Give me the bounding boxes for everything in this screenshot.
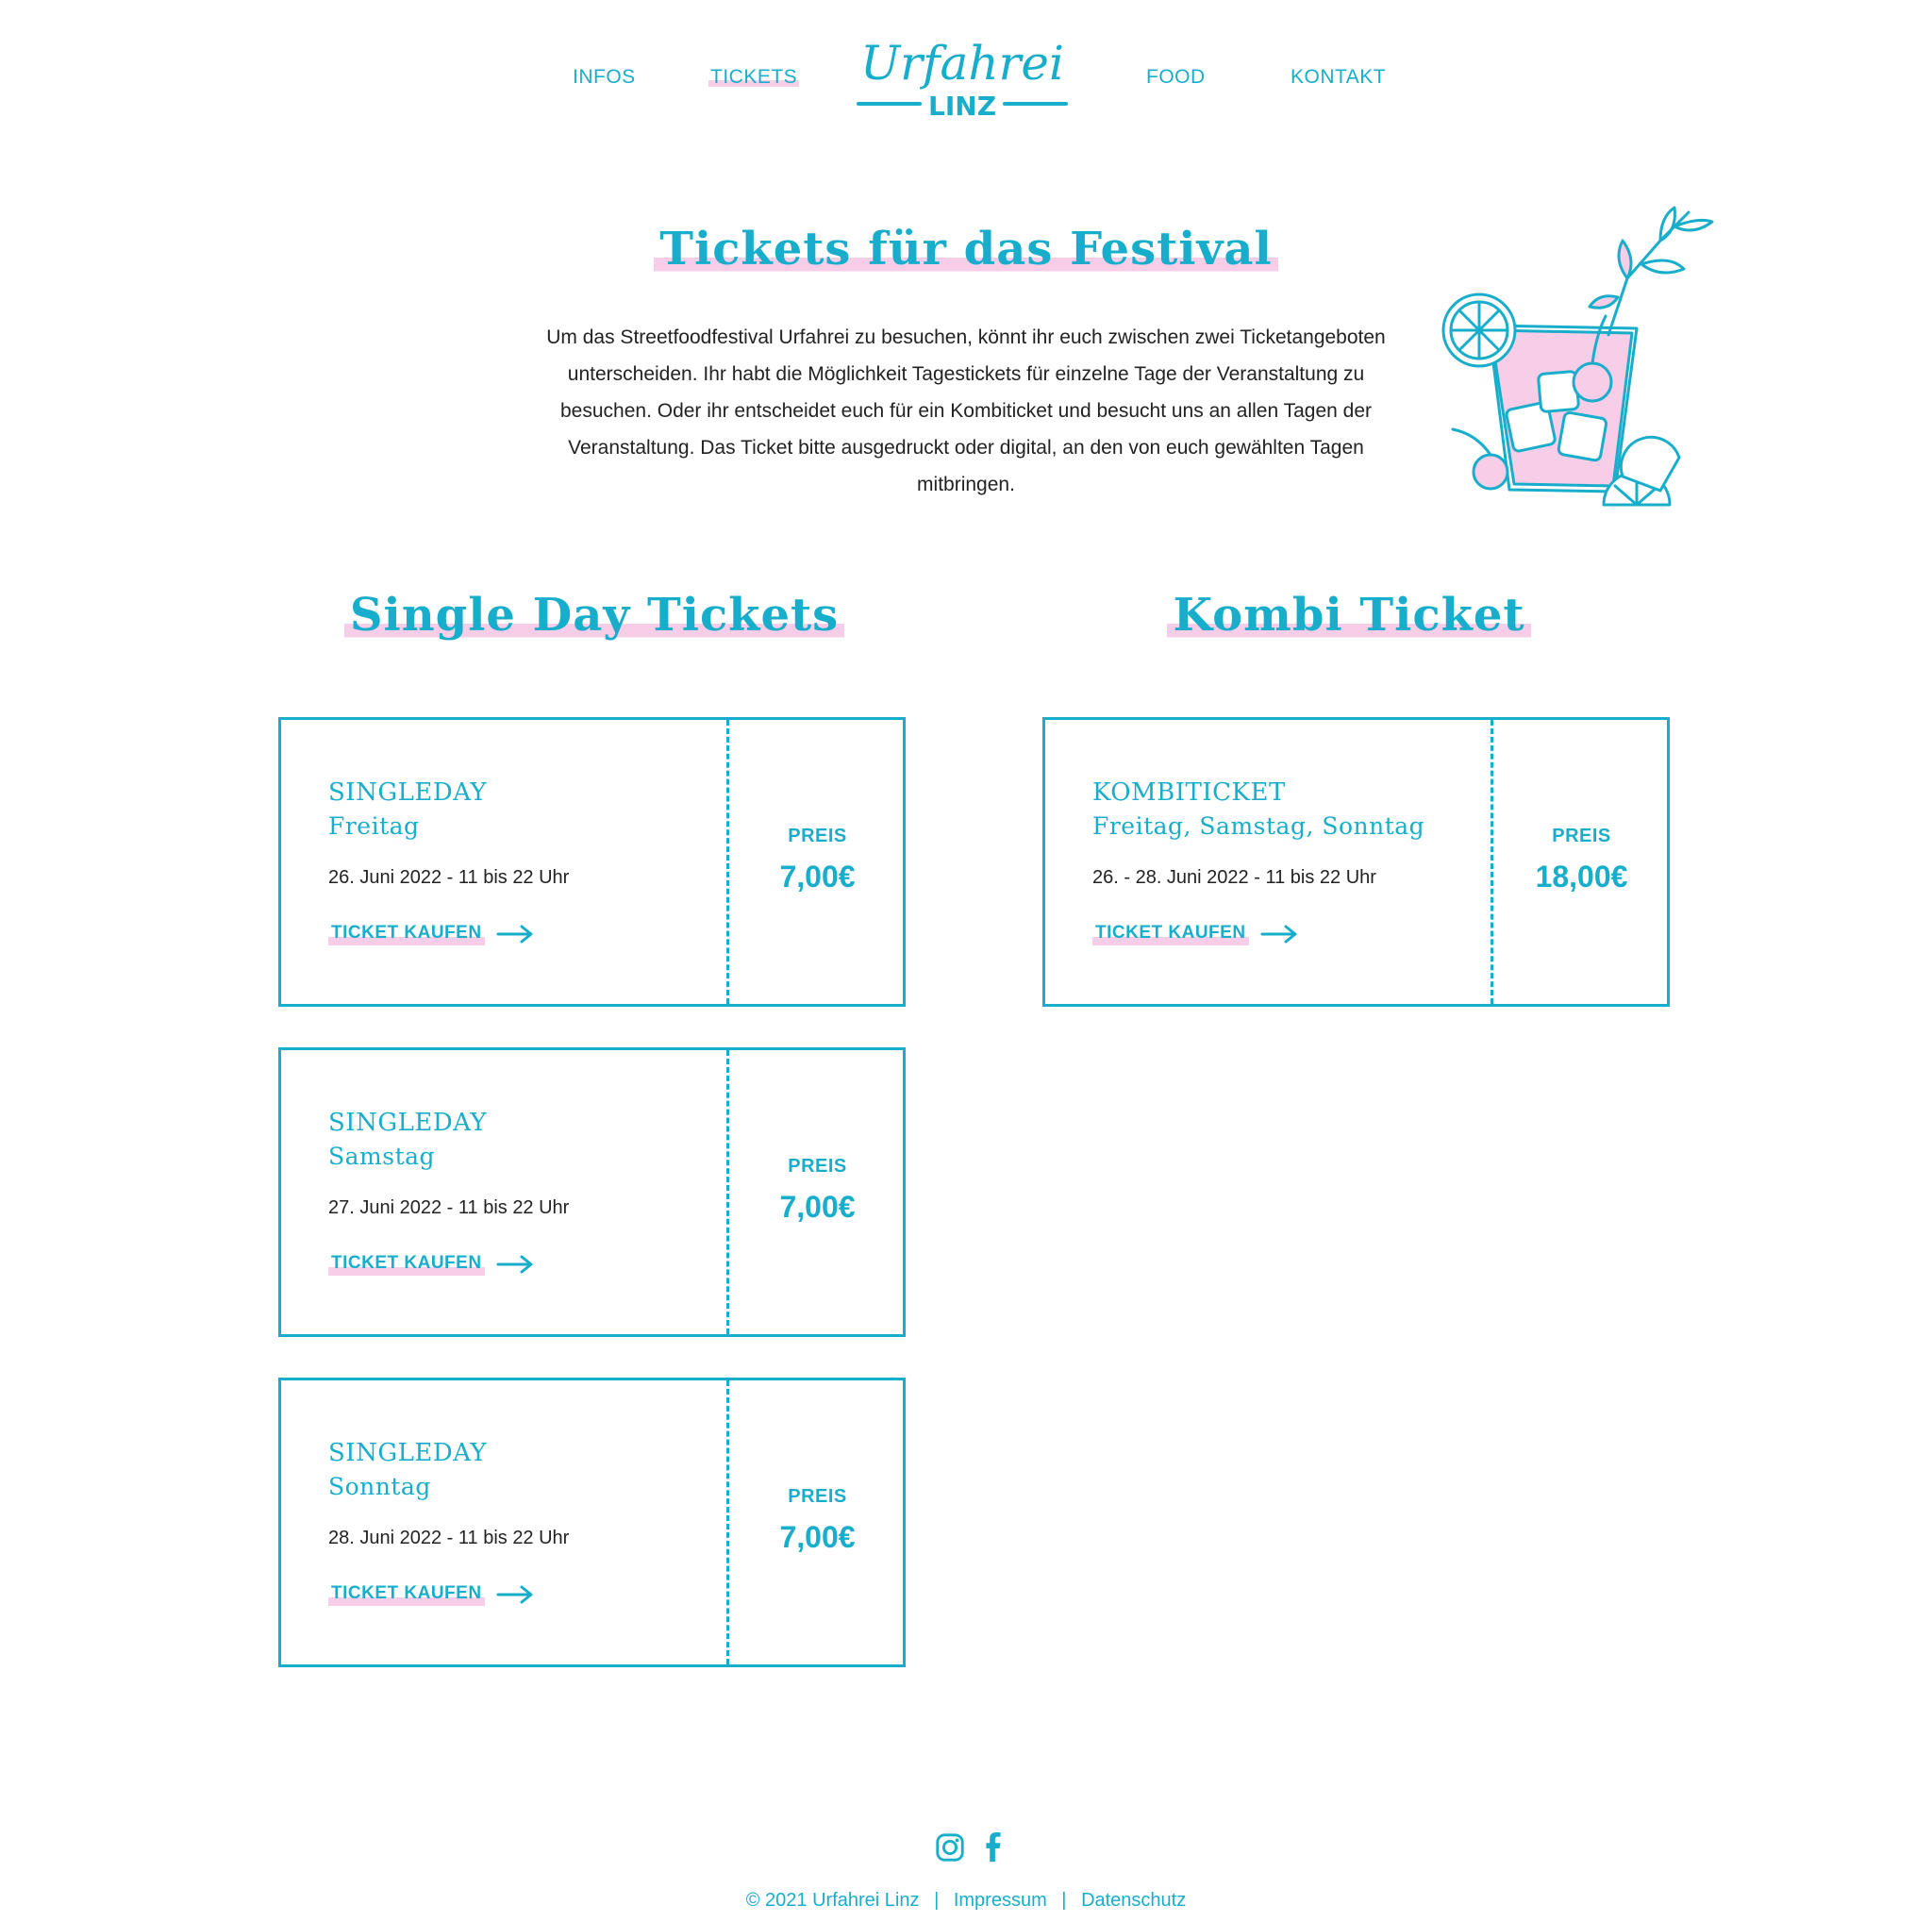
kombi-ticket-title-text: Kombi Ticket: [1167, 589, 1530, 642]
intro-text: Um das Streetfoodfestival Urfahrei zu besuchen, könnt ihr euch zwischen zwei Ticketangeboten unterscheiden. Ihr habt die Möglichkeit Tagestickets für einzelne Tage der Veranstaltung zu besuchen. Oder ihr entscheidet euch für ein Kombiticket und besucht uns an allen Tagen der Veranstaltung. Das Ticket bitte ausgedruckt oder digital, an den von euch gewählten Tagen mitbringen.: [546, 326, 1386, 495]
logo-subtext: LINZ: [928, 91, 996, 121]
ticket-date: 28. Juni 2022 - 11 bis 22 Uhr: [328, 1528, 570, 1548]
ticket-price-box: [729, 1050, 906, 1334]
ticket-card-sonntag: [278, 1378, 906, 1667]
ticket-price: 7,00€: [779, 1190, 856, 1224]
facebook-icon[interactable]: [977, 1830, 1009, 1864]
instagram-icon[interactable]: [934, 1830, 966, 1864]
buy-ticket-label[interactable]: TICKET KAUFEN: [328, 1253, 485, 1276]
arrow-right-icon[interactable]: [1260, 925, 1298, 944]
nav-item-kontakt[interactable]: KONTAKT: [1291, 66, 1387, 88]
single-day-tickets-title: [302, 589, 887, 642]
buy-ticket-link[interactable]: [328, 1253, 534, 1276]
ticket-day: Freitag, Samstag, Sonntag: [1092, 812, 1425, 840]
arrow-right-icon[interactable]: [496, 1255, 534, 1274]
ticket-day: Samstag: [328, 1143, 436, 1170]
price-label: PREIS: [788, 1486, 847, 1507]
ticket-price-box: [729, 1380, 906, 1664]
kombi-ticket-title: [1057, 589, 1641, 642]
copyright: © 2021 Urfahrei Linz: [745, 1890, 920, 1911]
ticket-price: 18,00€: [1535, 860, 1628, 894]
ticket-card-kombi: [1042, 717, 1670, 1007]
ticket-price: 7,00€: [779, 860, 856, 894]
single-day-tickets-title-text: Single Day Tickets: [344, 589, 844, 642]
nav-item-tickets[interactable]: TICKETS: [710, 66, 798, 88]
ticket-type: SINGLEDAY: [328, 1109, 488, 1137]
ticket-price-box: [729, 720, 906, 1004]
nav-item-infos[interactable]: INFOS: [573, 66, 636, 88]
ticket-price-box: [1493, 720, 1670, 1004]
price-label: PREIS: [788, 1156, 847, 1177]
buy-ticket-label[interactable]: TICKET KAUFEN: [328, 1583, 485, 1606]
ticket-day: Sonntag: [328, 1473, 431, 1500]
ticket-day: Freitag: [328, 812, 420, 840]
ticket-type: KOMBITICKET: [1092, 778, 1286, 807]
ticket-card-samstag: [278, 1047, 906, 1337]
impressum-link[interactable]: Impressum: [953, 1890, 1047, 1911]
buy-ticket-link[interactable]: [1092, 923, 1298, 945]
ticket-date: 26. - 28. Juni 2022 - 11 bis 22 Uhr: [1092, 867, 1376, 888]
buy-ticket-label[interactable]: TICKET KAUFEN: [1092, 923, 1249, 945]
ticket-date: 26. Juni 2022 - 11 bis 22 Uhr: [328, 867, 570, 888]
footer-separator: |: [1061, 1890, 1067, 1911]
arrow-right-icon[interactable]: [496, 1585, 534, 1604]
price-label: PREIS: [1552, 826, 1611, 846]
footer-separator: |: [934, 1890, 940, 1911]
logo-text: Urfahrei: [859, 38, 1065, 91]
buy-ticket-label[interactable]: TICKET KAUFEN: [328, 923, 485, 945]
footer: [0, 1890, 1932, 1912]
ticket-price: 7,00€: [779, 1520, 856, 1554]
urfahrei-linz-logo[interactable]: [849, 38, 1075, 121]
nav-item-food[interactable]: FOOD: [1146, 66, 1206, 88]
ticket-type: SINGLEDAY: [328, 778, 488, 807]
main-nav: [0, 38, 1932, 132]
social-links: [934, 1830, 1009, 1868]
ticket-card-freitag: [278, 717, 906, 1007]
price-label: PREIS: [788, 826, 847, 846]
buy-ticket-link[interactable]: [328, 1583, 534, 1606]
page-title-text: Tickets für das Festival: [654, 223, 1277, 276]
ticket-type: SINGLEDAY: [328, 1439, 488, 1467]
datenschutz-link[interactable]: Datenschutz: [1081, 1890, 1187, 1911]
ticket-date: 27. Juni 2022 - 11 bis 22 Uhr: [328, 1197, 570, 1218]
arrow-right-icon[interactable]: [496, 925, 534, 944]
cocktail-illustration: [1434, 203, 1717, 524]
buy-ticket-link[interactable]: [328, 923, 534, 945]
